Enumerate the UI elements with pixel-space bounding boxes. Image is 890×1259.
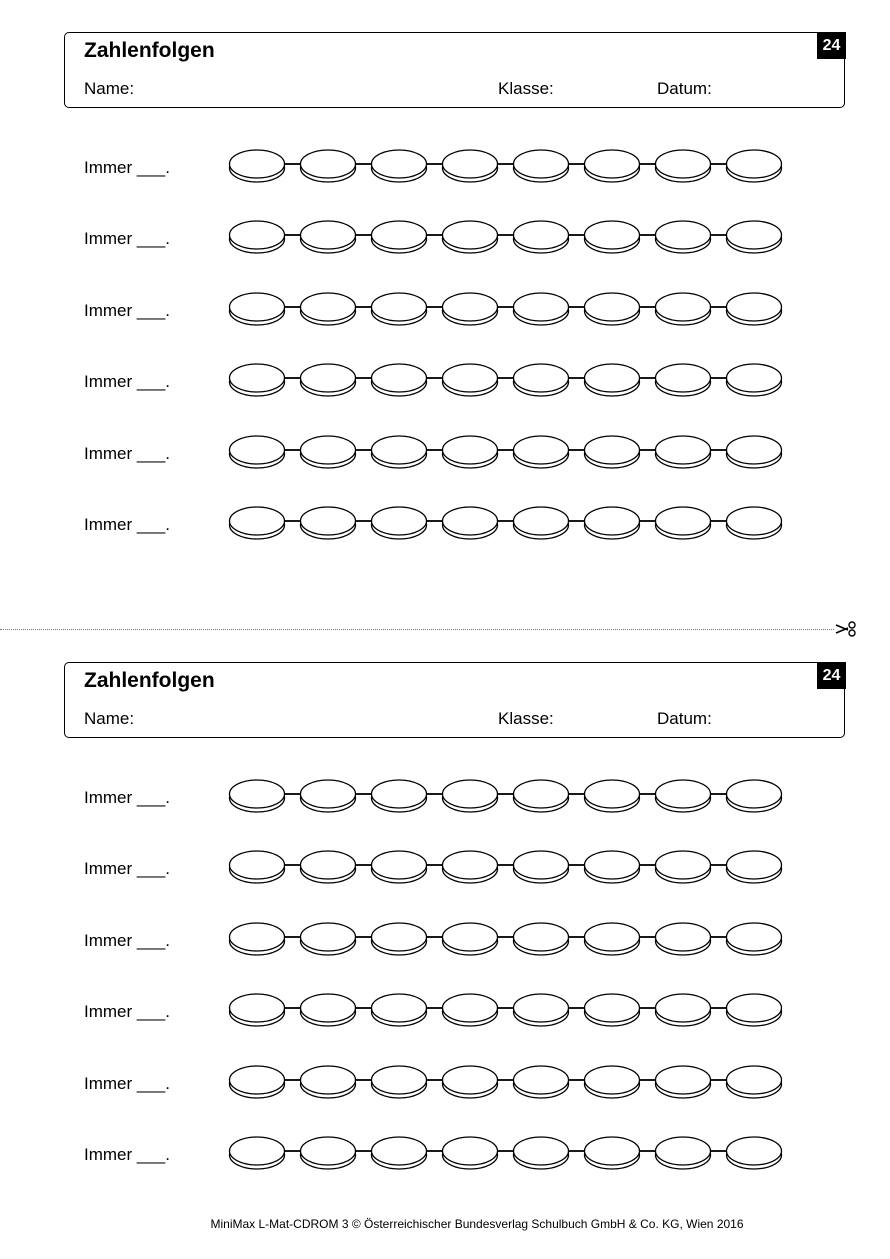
- name-label: Name:: [84, 709, 135, 728]
- bead-chain: [224, 360, 790, 404]
- number-bead-field[interactable]: [727, 780, 782, 812]
- number-bead-field[interactable]: [656, 436, 711, 468]
- bead-chain: [224, 289, 790, 333]
- sequence-row: [0, 919, 890, 963]
- number-bead-field[interactable]: [514, 851, 569, 883]
- number-bead-field[interactable]: [727, 436, 782, 468]
- number-bead-field[interactable]: [585, 221, 640, 253]
- number-bead-field[interactable]: [656, 994, 711, 1026]
- number-bead-field[interactable]: [514, 150, 569, 182]
- sequence-rule-label: Immer ___.: [84, 1145, 170, 1164]
- bead-chain: [224, 1062, 790, 1106]
- datum-label: Datum:: [657, 79, 712, 98]
- number-bead-field[interactable]: [727, 364, 782, 396]
- sequence-row: [0, 1133, 890, 1177]
- number-bead-field[interactable]: [230, 293, 285, 325]
- number-bead-field[interactable]: [585, 994, 640, 1026]
- bead-chain: [224, 919, 790, 963]
- sequence-rows: [0, 630, 890, 1230]
- number-bead-field[interactable]: [656, 1137, 711, 1169]
- number-bead-field[interactable]: [230, 507, 285, 539]
- number-bead-field[interactable]: [656, 293, 711, 325]
- number-bead-field[interactable]: [727, 1137, 782, 1169]
- page-number-badge: 24: [817, 32, 846, 59]
- number-bead-field[interactable]: [230, 994, 285, 1026]
- sequence-row: [0, 503, 890, 547]
- sequence-rule-label: Immer ___.: [84, 1074, 170, 1093]
- sequence-rule-label: Immer ___.: [84, 931, 170, 950]
- number-bead-field[interactable]: [727, 851, 782, 883]
- number-bead-field[interactable]: [372, 436, 427, 468]
- number-bead-field[interactable]: [230, 221, 285, 253]
- sequence-rule-label: Immer ___.: [84, 1002, 170, 1021]
- number-bead-field[interactable]: [372, 221, 427, 253]
- sequence-rule-label: Immer ___.: [84, 788, 170, 807]
- number-bead-field[interactable]: [443, 221, 498, 253]
- sequence-row: [0, 990, 890, 1034]
- sequence-row: [0, 1062, 890, 1106]
- number-bead-field[interactable]: [301, 851, 356, 883]
- footer-copyright: MiniMax L-Mat-CDROM 3 © Österreichischer Bundesverlag Schulbuch GmbH & Co. KG, Wien 2016: [210, 1217, 744, 1231]
- number-bead-field[interactable]: [301, 923, 356, 955]
- number-bead-field[interactable]: [372, 150, 427, 182]
- number-bead-field[interactable]: [585, 923, 640, 955]
- number-bead-field[interactable]: [372, 780, 427, 812]
- number-bead-field[interactable]: [372, 364, 427, 396]
- page-number-badge: 24: [817, 662, 846, 689]
- number-bead-field[interactable]: [372, 1137, 427, 1169]
- number-bead-field[interactable]: [230, 436, 285, 468]
- number-bead-field[interactable]: [656, 1066, 711, 1098]
- sequence-rule-label: Immer ___.: [84, 158, 170, 177]
- number-bead-field[interactable]: [585, 293, 640, 325]
- number-bead-field[interactable]: [301, 293, 356, 325]
- sequence-row: [0, 432, 890, 476]
- number-bead-field[interactable]: [656, 780, 711, 812]
- sequence-row: [0, 217, 890, 261]
- number-bead-field[interactable]: [585, 780, 640, 812]
- number-bead-field[interactable]: [585, 507, 640, 539]
- number-bead-field[interactable]: [443, 507, 498, 539]
- sequence-row: [0, 776, 890, 820]
- worksheet-bottom: [0, 630, 890, 1240]
- number-bead-field[interactable]: [727, 507, 782, 539]
- number-bead-field[interactable]: [301, 994, 356, 1026]
- number-bead-field[interactable]: [656, 364, 711, 396]
- number-bead-field[interactable]: [514, 507, 569, 539]
- number-bead-field[interactable]: [585, 150, 640, 182]
- number-bead-field[interactable]: [443, 150, 498, 182]
- number-bead-field[interactable]: [230, 923, 285, 955]
- number-bead-field[interactable]: [514, 364, 569, 396]
- number-bead-field[interactable]: [230, 851, 285, 883]
- number-bead-field[interactable]: [727, 150, 782, 182]
- klasse-label: Klasse:: [498, 79, 554, 98]
- sequence-rule-label: Immer ___.: [84, 229, 170, 248]
- worksheet-title: Zahlenfolgen: [84, 669, 215, 692]
- number-bead-field[interactable]: [656, 150, 711, 182]
- sequence-row: [0, 289, 890, 333]
- sequence-rule-label: Immer ___.: [84, 372, 170, 391]
- number-bead-field[interactable]: [514, 293, 569, 325]
- sequence-row: [0, 146, 890, 190]
- number-bead-field[interactable]: [514, 436, 569, 468]
- number-bead-field[interactable]: [301, 1066, 356, 1098]
- bead-chain: [224, 432, 790, 476]
- sequence-rule-label: Immer ___.: [84, 515, 170, 534]
- bead-chain: [224, 217, 790, 261]
- number-bead-field[interactable]: [514, 994, 569, 1026]
- number-bead-field[interactable]: [372, 923, 427, 955]
- bead-chain: [224, 847, 790, 891]
- number-bead-field[interactable]: [514, 1066, 569, 1098]
- number-bead-field[interactable]: [443, 923, 498, 955]
- number-bead-field[interactable]: [230, 780, 285, 812]
- number-bead-field[interactable]: [656, 851, 711, 883]
- number-bead-field[interactable]: [301, 507, 356, 539]
- number-bead-field[interactable]: [514, 923, 569, 955]
- bead-chain: [224, 990, 790, 1034]
- number-bead-field[interactable]: [585, 1066, 640, 1098]
- worksheet-top: [0, 0, 890, 610]
- sequence-rule-label: Immer ___.: [84, 444, 170, 463]
- number-bead-field[interactable]: [443, 293, 498, 325]
- bead-chain: [224, 776, 790, 820]
- number-bead-field[interactable]: [443, 364, 498, 396]
- number-bead-field[interactable]: [443, 851, 498, 883]
- number-bead-field[interactable]: [443, 780, 498, 812]
- bead-chain: [224, 146, 790, 190]
- number-bead-field[interactable]: [656, 507, 711, 539]
- number-bead-field[interactable]: [230, 150, 285, 182]
- number-bead-field[interactable]: [727, 994, 782, 1026]
- number-bead-field[interactable]: [443, 994, 498, 1026]
- number-bead-field[interactable]: [585, 436, 640, 468]
- number-bead-field[interactable]: [727, 293, 782, 325]
- number-bead-field[interactable]: [585, 364, 640, 396]
- number-bead-field[interactable]: [372, 851, 427, 883]
- klasse-label: Klasse:: [498, 709, 554, 728]
- number-bead-field[interactable]: [372, 1066, 427, 1098]
- worksheet-title: Zahlenfolgen: [84, 39, 215, 62]
- sequence-rule-label: Immer ___.: [84, 301, 170, 320]
- number-bead-field[interactable]: [443, 436, 498, 468]
- number-bead-field[interactable]: [443, 1137, 498, 1169]
- number-bead-field[interactable]: [372, 507, 427, 539]
- number-bead-field[interactable]: [585, 1137, 640, 1169]
- sequence-row: [0, 360, 890, 404]
- sequence-rows: [0, 0, 890, 600]
- number-bead-field[interactable]: [301, 1137, 356, 1169]
- name-label: Name:: [84, 79, 135, 98]
- number-bead-field[interactable]: [656, 923, 711, 955]
- number-bead-field[interactable]: [514, 1137, 569, 1169]
- number-bead-field[interactable]: [727, 221, 782, 253]
- number-bead-field[interactable]: [443, 1066, 498, 1098]
- number-bead-field[interactable]: [372, 994, 427, 1026]
- number-bead-field[interactable]: [230, 1137, 285, 1169]
- number-bead-field[interactable]: [230, 1066, 285, 1098]
- number-bead-field[interactable]: [230, 364, 285, 396]
- number-bead-field[interactable]: [514, 780, 569, 812]
- sequence-rule-label: Immer ___.: [84, 859, 170, 878]
- number-bead-field[interactable]: [301, 780, 356, 812]
- number-bead-field[interactable]: [727, 1066, 782, 1098]
- number-bead-field[interactable]: [656, 221, 711, 253]
- number-bead-field[interactable]: [301, 436, 356, 468]
- datum-label: Datum:: [657, 709, 712, 728]
- number-bead-field[interactable]: [514, 221, 569, 253]
- number-bead-field[interactable]: [301, 150, 356, 182]
- number-bead-field[interactable]: [585, 851, 640, 883]
- number-bead-field[interactable]: [372, 293, 427, 325]
- number-bead-field[interactable]: [301, 221, 356, 253]
- sequence-row: [0, 847, 890, 891]
- number-bead-field[interactable]: [301, 364, 356, 396]
- number-bead-field[interactable]: [727, 923, 782, 955]
- bead-chain: [224, 1133, 790, 1177]
- bead-chain: [224, 503, 790, 547]
